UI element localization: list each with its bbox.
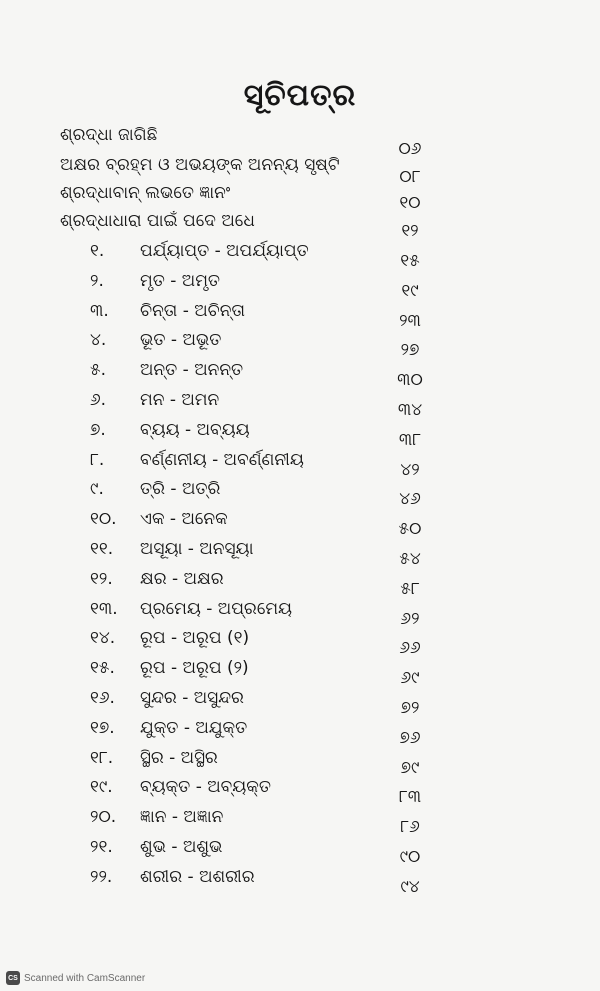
camscanner-logo-icon: CS bbox=[6, 971, 20, 985]
chapter-number: ୧. bbox=[90, 241, 105, 261]
chapter-title: ବର୍ଣ୍ଣନୀୟ - ଅବର୍ଣ୍ଣନୀୟ bbox=[140, 450, 304, 470]
page-number: ୧୯ bbox=[401, 281, 419, 301]
chapter-title: ଅନ୍ତ - ଅନନ୍ତ bbox=[140, 360, 244, 380]
chapter-number: ୩. bbox=[90, 301, 109, 321]
chapter-number: ୭. bbox=[90, 420, 106, 440]
page-number: ୨୩ bbox=[399, 311, 421, 331]
page-number: ୪୬ bbox=[399, 489, 421, 509]
chapter-number: ୨. bbox=[90, 271, 104, 291]
chapter-number: ୯. bbox=[90, 479, 104, 499]
page-number: ୪୨ bbox=[400, 460, 420, 480]
footer-text: Scanned with CamScanner bbox=[24, 972, 146, 984]
page-number: ୫୪ bbox=[399, 549, 421, 569]
chapter-title: ସୁନ୍ଦର - ଅସୁନ୍ଦର bbox=[140, 688, 244, 708]
entry-text: ଶ୍ରଦ୍ଧାଧାରା ପାଇଁ ପଦେ ଅଧେ bbox=[60, 211, 255, 231]
scanner-footer bbox=[6, 970, 145, 986]
chapter-title: ଜ୍ଞାନ - ଅଜ୍ଞାନ bbox=[140, 807, 224, 827]
chapter-title: ଚିନ୍ତା - ଅଚିନ୍ତା bbox=[140, 301, 245, 321]
chapter-title: ଅସୂୟା - ଅନସୂୟା bbox=[140, 539, 254, 559]
chapter-number: ୧୧. bbox=[90, 539, 114, 559]
chapter-title: ପ୍ରମେୟ - ଅପ୍ରମେୟ bbox=[140, 599, 293, 619]
page-number: ୬୯ bbox=[400, 668, 420, 688]
chapter-number: ୧୪. bbox=[90, 628, 116, 648]
page-number: ୬୨ bbox=[400, 609, 420, 629]
front-matter-entry bbox=[60, 152, 340, 178]
chapter-title: ବ୍ୟୟ - ଅବ୍ୟୟ bbox=[140, 420, 250, 440]
chapter-number: ୨୨. bbox=[90, 867, 113, 887]
page-number: ୩୦ bbox=[397, 370, 423, 390]
chapter-number: ୨୦. bbox=[90, 807, 117, 827]
chapter-number: ୪. bbox=[90, 330, 107, 350]
page-number: ୧୨ bbox=[401, 221, 419, 241]
front-matter-entry bbox=[60, 180, 230, 206]
chapter-number: ୫. bbox=[90, 360, 107, 380]
page-number: ୩୮ bbox=[398, 430, 422, 450]
page-number: ୯୦ bbox=[399, 847, 421, 867]
chapter-title: ଭୂତ - ଅଭୂତ bbox=[140, 330, 222, 350]
page-number: ୦୬ bbox=[398, 139, 422, 159]
page-number: ୬୬ bbox=[399, 638, 421, 658]
chapter-number: ୧୫. bbox=[90, 658, 115, 678]
page-number: ୫୮ bbox=[400, 579, 420, 599]
page-number: ୮୩ bbox=[398, 787, 422, 807]
chapter-title: ମନ - ଅମନ bbox=[140, 390, 220, 410]
page-title: ସୂଚିପତ୍ର bbox=[243, 78, 357, 113]
page-number: ୯୪ bbox=[400, 877, 420, 897]
chapter-title: ଯୁକ୍ତ - ଅଯୁକ୍ତ bbox=[140, 718, 248, 738]
chapter-number: ୧୯. bbox=[90, 777, 113, 797]
front-matter-entry bbox=[60, 208, 255, 234]
chapter-number: ୧୨. bbox=[90, 569, 113, 589]
front-matter-entry bbox=[60, 122, 157, 148]
chapter-number: ୧୬. bbox=[90, 688, 115, 708]
chapter-number: ୬. bbox=[90, 390, 107, 410]
page-number: ୩୪ bbox=[397, 400, 423, 420]
chapter-title: ମୃତ - ଅମୃତ bbox=[140, 271, 221, 291]
chapter-number: ୧୭. bbox=[90, 718, 115, 738]
chapter-number: ୧୮. bbox=[90, 748, 114, 768]
chapter-title: ସ୍ଥିର - ଅସ୍ଥିର bbox=[140, 748, 218, 768]
chapter-number: ୮. bbox=[90, 450, 105, 470]
chapter-title: କ୍ଷର - ଅକ୍ଷର bbox=[140, 569, 224, 589]
chapter-title: ଶରୀର - ଅଶରୀର bbox=[140, 867, 255, 887]
chapter-number: ୧୦. bbox=[90, 509, 117, 529]
chapter-title: ଏକ - ଅନେକ bbox=[140, 509, 228, 529]
page-number: ୧୫ bbox=[400, 251, 420, 271]
page-number: ୮୬ bbox=[400, 817, 420, 837]
chapter-title: ରୂପ - ଅରୂପ (୧) bbox=[140, 628, 250, 648]
page-number: ୭୯ bbox=[400, 758, 420, 778]
page-number: ୭୬ bbox=[399, 728, 421, 748]
chapter-title: ବ୍ୟକ୍ତ - ଅବ୍ୟକ୍ତ bbox=[140, 777, 271, 797]
entry-text: ଅକ୍ଷର ବ୍ରହ୍ମ ଓ ଅଭୟଙ୍କ ଅନନ୍ୟ ସୃଷ୍ଟି bbox=[60, 155, 340, 175]
page-number: ୨୭ bbox=[400, 340, 420, 360]
entry-text: ଶ୍ରଦ୍ଧା ଜାଗିଛି bbox=[60, 125, 158, 145]
page-number: ୭୨ bbox=[400, 698, 420, 718]
entry-text: ଶ୍ରଦ୍ଧାବାନ୍ ଲଭତେ ଜ୍ଞାନଂ bbox=[60, 183, 231, 203]
chapter-title: ରୂପ - ଅରୂପ (୨) bbox=[140, 658, 249, 678]
chapter-title: ଶୁଭ - ଅଶୁଭ bbox=[140, 837, 223, 857]
page-number: ୧୦ bbox=[399, 193, 421, 213]
chapter-title: ପର୍ଯ୍ୟାପ୍ତ - ଅପର୍ଯ୍ୟାପ୍ତ bbox=[140, 241, 309, 261]
page-number: ୫୦ bbox=[398, 519, 422, 539]
page-number: ୦୮ bbox=[399, 167, 421, 187]
chapter-number: ୧୩. bbox=[90, 599, 118, 619]
chapter-number: ୨୧. bbox=[90, 837, 113, 857]
chapter-title: ତ୍ରି - ଅତ୍ରି bbox=[140, 479, 221, 499]
